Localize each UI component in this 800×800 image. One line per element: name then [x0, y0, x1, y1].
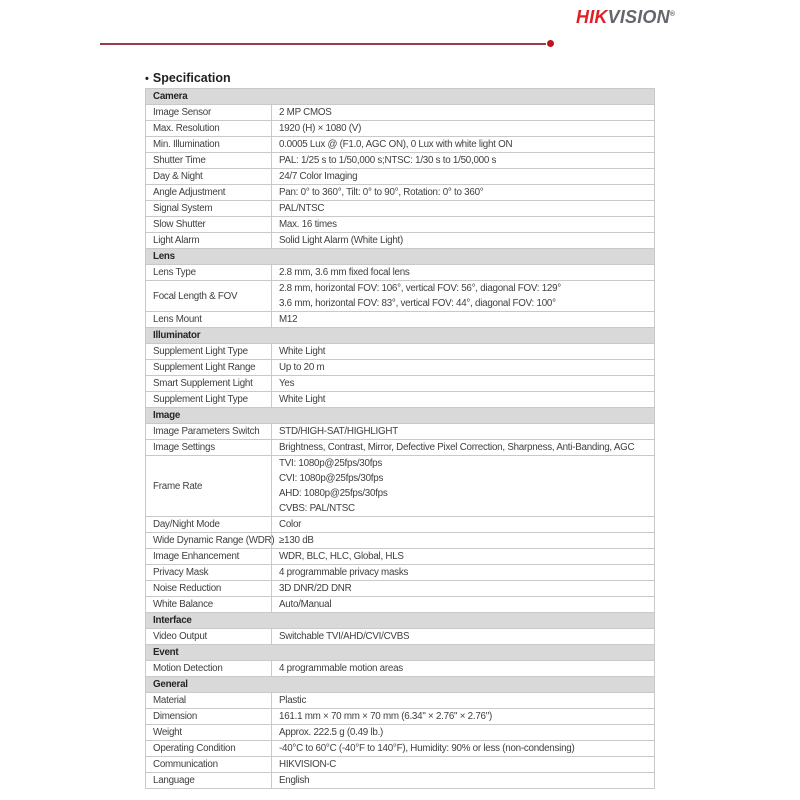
spec-row [146, 629, 655, 645]
spec-label: Day/Night Mode [146, 517, 272, 533]
spec-label: Video Output [146, 629, 272, 645]
spec-row [146, 281, 655, 312]
spec-row [146, 725, 655, 741]
spec-label: Lens Type [146, 265, 272, 281]
spec-label: Image Settings [146, 440, 272, 456]
spec-label: Image Enhancement [146, 549, 272, 565]
spec-label: Image Sensor [146, 105, 272, 121]
section-title: General [146, 677, 655, 693]
hikvision-logo [576, 7, 675, 28]
spec-row [146, 581, 655, 597]
logo-vision-text: VISION [607, 7, 670, 27]
bullet-icon: • [145, 73, 149, 85]
spec-label: Dimension [146, 709, 272, 725]
spec-row [146, 153, 655, 169]
spec-value-line: AHD: 1080p@25fps/30fps [279, 488, 388, 499]
section-title: Event [146, 645, 655, 661]
spec-value: WDR, BLC, HLC, Global, HLS [272, 549, 655, 565]
spec-value: 4 programmable motion areas [272, 661, 655, 677]
spec-value: 2 MP CMOS [272, 105, 655, 121]
spec-label: Shutter Time [146, 153, 272, 169]
section-header-row [146, 328, 655, 344]
spec-row [146, 201, 655, 217]
spec-value: White Light [272, 344, 655, 360]
spec-value: Auto/Manual [272, 597, 655, 613]
spec-row [146, 217, 655, 233]
spec-row [146, 344, 655, 360]
spec-row [146, 661, 655, 677]
specification-table [145, 88, 655, 789]
spec-label: Supplement Light Type [146, 392, 272, 408]
spec-label: Material [146, 693, 272, 709]
spec-value: Brightness, Contrast, Mirror, Defective Pixel Correction, Sharpness, Anti-Banding, AGC [272, 440, 655, 456]
spec-row [146, 709, 655, 725]
spec-label: Light Alarm [146, 233, 272, 249]
spec-value: Pan: 0° to 360°, Tilt: 0° to 90°, Rotation: 0° to 360° [272, 185, 655, 201]
spec-label: Max. Resolution [146, 121, 272, 137]
spec-label: Supplement Light Range [146, 360, 272, 376]
spec-label: Slow Shutter [146, 217, 272, 233]
spec-label: Privacy Mask [146, 565, 272, 581]
section-header-row [146, 677, 655, 693]
spec-row [146, 456, 655, 517]
spec-row [146, 533, 655, 549]
spec-label: Wide Dynamic Range (WDR) [146, 533, 272, 549]
spec-label: Operating Condition [146, 741, 272, 757]
spec-value: Switchable TVI/AHD/CVI/CVBS [272, 629, 655, 645]
spec-value: Color [272, 517, 655, 533]
section-header-row [146, 89, 655, 105]
spec-value: Yes [272, 376, 655, 392]
spec-value: Solid Light Alarm (White Light) [272, 233, 655, 249]
spec-row [146, 169, 655, 185]
section-title: Illuminator [146, 328, 655, 344]
spec-value [272, 281, 655, 312]
spec-value: M12 [272, 312, 655, 328]
spec-row [146, 440, 655, 456]
spec-row [146, 137, 655, 153]
spec-label: Language [146, 773, 272, 789]
spec-label: Focal Length & FOV [146, 281, 272, 312]
spec-label: Lens Mount [146, 312, 272, 328]
spec-value: PAL: 1/25 s to 1/50,000 s;NTSC: 1/30 s to 1/50,000 s [272, 153, 655, 169]
spec-row [146, 741, 655, 757]
section-header-row [146, 645, 655, 661]
spec-label: Image Parameters Switch [146, 424, 272, 440]
section-header-row [146, 249, 655, 265]
spec-value: 4 programmable privacy masks [272, 565, 655, 581]
spec-row [146, 376, 655, 392]
spec-label: Motion Detection [146, 661, 272, 677]
spec-value: PAL/NTSC [272, 201, 655, 217]
spec-value-line: TVI: 1080p@25fps/30fps [279, 458, 383, 469]
spec-row [146, 121, 655, 137]
spec-row [146, 597, 655, 613]
spec-value-line: CVBS: PAL/NTSC [279, 503, 355, 514]
spec-label: Weight [146, 725, 272, 741]
spec-value: 24/7 Color Imaging [272, 169, 655, 185]
spec-value: Up to 20 m [272, 360, 655, 376]
spec-row [146, 360, 655, 376]
spec-row [146, 392, 655, 408]
section-title: Camera [146, 89, 655, 105]
spec-value [272, 456, 655, 517]
spec-label: Noise Reduction [146, 581, 272, 597]
specification-table-body [146, 89, 655, 789]
registered-trademark-icon: ® [669, 11, 676, 18]
spec-label: Min. Illumination [146, 137, 272, 153]
spec-label: Smart Supplement Light [146, 376, 272, 392]
spec-row [146, 265, 655, 281]
spec-value: 1920 (H) × 1080 (V) [272, 121, 655, 137]
spec-row [146, 185, 655, 201]
spec-value: Plastic [272, 693, 655, 709]
spec-label: White Balance [146, 597, 272, 613]
spec-value-line: 3.6 mm, horizontal FOV: 83°, vertical FOV: 44°, diagonal FOV: 100° [279, 298, 556, 309]
page-title-text: Specification [152, 71, 231, 85]
spec-row [146, 517, 655, 533]
spec-row [146, 549, 655, 565]
spec-value: STD/HIGH-SAT/HIGHLIGHT [272, 424, 655, 440]
section-title: Image [146, 408, 655, 424]
header-rule [100, 43, 546, 45]
spec-label: Angle Adjustment [146, 185, 272, 201]
spec-value: 3D DNR/2D DNR [272, 581, 655, 597]
spec-value: Approx. 222.5 g (0.49 lb.) [272, 725, 655, 741]
spec-value: English [272, 773, 655, 789]
spec-value: 161.1 mm × 70 mm × 70 mm (6.34" × 2.76" × 2.76") [272, 709, 655, 725]
spec-label: Supplement Light Type [146, 344, 272, 360]
section-header-row [146, 408, 655, 424]
spec-value: HIKVISION-C [272, 757, 655, 773]
spec-row [146, 105, 655, 121]
page-title [145, 71, 231, 85]
section-title: Interface [146, 613, 655, 629]
spec-value: -40°C to 60°C (-40°F to 140°F), Humidity: 90% or less (non-condensing) [272, 741, 655, 757]
header-rule-dot-icon [547, 40, 554, 47]
spec-label: Frame Rate [146, 456, 272, 517]
spec-row [146, 693, 655, 709]
spec-value: 2.8 mm, 3.6 mm fixed focal lens [272, 265, 655, 281]
spec-value: 0.0005 Lux @ (F1.0, AGC ON), 0 Lux with white light ON [272, 137, 655, 153]
spec-value: Max. 16 times [272, 217, 655, 233]
spec-value: White Light [272, 392, 655, 408]
section-header-row [146, 613, 655, 629]
spec-value-line: CVI: 1080p@25fps/30fps [279, 473, 384, 484]
spec-row [146, 424, 655, 440]
spec-value-line: 2.8 mm, horizontal FOV: 106°, vertical FOV: 56°, diagonal FOV: 129° [279, 283, 561, 294]
logo-hik-text: HIK [576, 7, 608, 27]
spec-row [146, 312, 655, 328]
spec-row [146, 233, 655, 249]
spec-label: Signal System [146, 201, 272, 217]
spec-row [146, 565, 655, 581]
spec-label: Communication [146, 757, 272, 773]
spec-row [146, 773, 655, 789]
spec-value: ≥130 dB [272, 533, 655, 549]
section-title: Lens [146, 249, 655, 265]
spec-row [146, 757, 655, 773]
spec-label: Day & Night [146, 169, 272, 185]
